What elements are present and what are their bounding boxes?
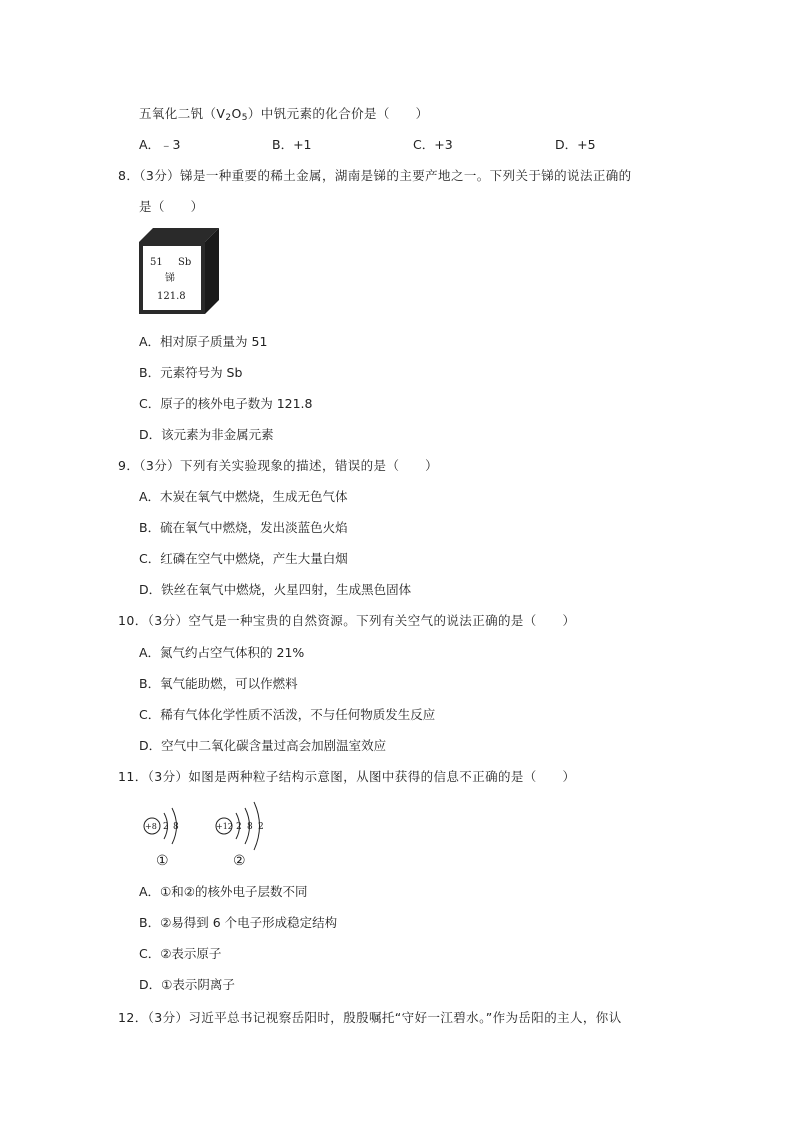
particle-2-shell-2: 8 <box>247 822 253 832</box>
q10-option-b: B．氧气能助燃，可以作燃料 <box>139 676 298 691</box>
q7-stem-suffix: ）中钒元素的化合价是（ ） <box>247 106 429 121</box>
q9-stem: 9．（3分）下列有关实验现象的描述，错误的是（ ） <box>118 458 439 473</box>
q10-option-c: C．稀有气体化学性质不活泼，不与任何物质发生反应 <box>139 707 436 722</box>
particle-structure-figure <box>137 793 277 868</box>
q11-stem: 11．（3分）如图是两种粒子结构示意图，从图中获得的信息不正确的是（ ） <box>118 769 576 784</box>
q8-stem-line1: 8．（3分）锑是一种重要的稀土金属，湖南是锑的主要产地之一。下列关于锑的说法正确的 <box>118 168 632 183</box>
q7-sub2: 5 <box>241 113 248 123</box>
q8-option-b: B．元素符号为 Sb <box>139 365 243 380</box>
q11-option-d: D．①表示阴离子 <box>139 977 235 992</box>
particle-2-shell-3: 2 <box>258 822 264 832</box>
q9-option-d: D．铁丝在氧气中燃烧，火星四射，生成黑色固体 <box>139 582 412 597</box>
element-atomic-mass: 121.8 <box>157 291 186 302</box>
q8-option-a: A．相对原子质量为 51 <box>139 334 268 349</box>
particle-2-shell-1: 2 <box>236 822 242 832</box>
q7-sub1: 2 <box>225 113 232 123</box>
particle-2-label: ② <box>233 853 246 868</box>
q7-option-d: D．+5 <box>555 137 596 152</box>
q7-mid: O <box>231 106 242 121</box>
particle-1-diagram <box>144 808 179 868</box>
q7-stem <box>139 106 429 126</box>
element-symbol: Sb <box>178 257 192 268</box>
q9-option-a: A．木炭在氧气中燃烧，生成无色气体 <box>139 489 348 504</box>
q8-option-c: C．原子的核外电子数为 121.8 <box>139 396 313 411</box>
q10-option-d: D．空气中二氧化碳含量过高会加剧温室效应 <box>139 738 387 753</box>
particle-2-nucleus: +12 <box>216 822 233 831</box>
q11-option-a: A．①和②的核外电子层数不同 <box>139 884 308 899</box>
q8-stem-line2: 是（ ） <box>139 199 204 214</box>
q12-stem: 12．（3分）习近平总书记视察岳阳时，殷殷嘱托“守好一江碧水。”作为岳阳的主人，你认 <box>118 1010 622 1025</box>
q7-option-c: C．+3 <box>413 137 453 152</box>
q7-stem-prefix: 五氧化二钒（V <box>139 106 226 121</box>
particle-2-diagram <box>216 802 264 868</box>
element-card-figure <box>139 228 219 314</box>
q9-option-b: B．硫在氧气中燃烧，发出淡蓝色火焰 <box>139 520 348 535</box>
element-atomic-number: 51 <box>150 257 163 268</box>
q10-option-a: A．氮气约占空气体积的 21% <box>139 645 305 660</box>
q9-option-c: C．红磷在空气中燃烧，产生大量白烟 <box>139 551 348 566</box>
q10-stem: 10．（3分）空气是一种宝贵的自然资源。下列有关空气的说法正确的是（ ） <box>118 613 576 628</box>
particle-1-shell-2: 8 <box>173 822 179 832</box>
particle-1-label: ① <box>156 853 169 868</box>
element-name: 锑 <box>165 273 175 284</box>
q11-option-c: C．②表示原子 <box>139 946 222 961</box>
q11-option-b: B．②易得到 6 个电子形成稳定结构 <box>139 915 338 930</box>
q7-option-b: B．+1 <box>272 137 312 152</box>
q7-option-a: A．﹣3 <box>139 137 181 152</box>
particle-1-shell-1: 2 <box>163 822 169 832</box>
q8-option-d: D．该元素为非金属元素 <box>139 427 274 442</box>
particle-1-nucleus: +8 <box>145 822 157 831</box>
